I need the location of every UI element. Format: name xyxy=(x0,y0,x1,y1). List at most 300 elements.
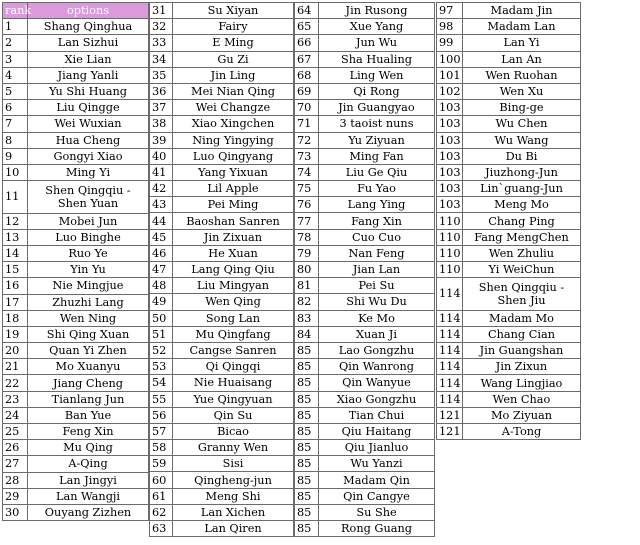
table-row xyxy=(295,504,435,520)
table-row xyxy=(3,504,149,520)
table-row xyxy=(295,245,435,261)
rank-cell: 71 xyxy=(295,116,319,132)
option-name-cell: Sisi xyxy=(173,456,294,472)
rank-cell: 57 xyxy=(150,423,173,439)
rank-cell: 30 xyxy=(3,504,28,520)
table-row xyxy=(437,181,581,197)
table-row xyxy=(150,213,294,229)
table-row xyxy=(3,326,149,342)
rank-cell: 37 xyxy=(150,100,173,116)
table-row xyxy=(295,310,435,326)
rank-cell: 81 xyxy=(295,278,319,294)
option-name-cell: Fu Yao xyxy=(319,181,435,197)
ranking-table-body xyxy=(437,3,581,440)
option-name-cell: Lan Sizhui xyxy=(28,35,149,51)
option-name-cell: Lan Wangji xyxy=(28,488,149,504)
table-row xyxy=(437,197,581,213)
option-name-cell: Jin Guangshan xyxy=(463,343,581,359)
option-name-cell: Nie Huaisang xyxy=(173,375,294,391)
rank-cell: 33 xyxy=(150,35,173,51)
table-row xyxy=(437,83,581,99)
option-name-cell: Madam Mo xyxy=(463,310,581,326)
rank-cell: 55 xyxy=(150,391,173,407)
option-name-cell: Wu Yanzi xyxy=(319,456,435,472)
rank-cell: 72 xyxy=(295,132,319,148)
option-name-cell: Xiao Xingchen xyxy=(173,116,294,132)
option-name-cell: Nie Mingjue xyxy=(28,278,149,294)
option-name-cell: Shen Qingqiu - Shen Jiu xyxy=(463,278,581,311)
option-name-cell: Jiuzhong-Jun xyxy=(463,164,581,180)
table-row xyxy=(295,132,435,148)
rank-cell: 10 xyxy=(3,164,28,180)
table-row xyxy=(437,67,581,83)
rank-cell: 58 xyxy=(150,440,173,456)
rank-cell: 11 xyxy=(3,181,28,214)
option-name-cell: Qin Su xyxy=(173,407,294,423)
rank-cell: 85 xyxy=(295,488,319,504)
table-row xyxy=(437,3,581,19)
table-row xyxy=(437,213,581,229)
table-row xyxy=(3,35,149,51)
table-row xyxy=(437,164,581,180)
table-row xyxy=(150,229,294,245)
option-name-cell: Jin Rusong xyxy=(319,3,435,19)
option-name-cell: Mu Qing xyxy=(28,440,149,456)
table-row xyxy=(295,278,435,294)
table-row xyxy=(150,132,294,148)
table-row xyxy=(295,342,435,358)
rank-cell: 103 xyxy=(437,132,463,148)
table-row xyxy=(150,100,294,116)
table-row xyxy=(295,472,435,488)
table-row xyxy=(437,116,581,132)
option-name-cell: Liu Qingge xyxy=(28,100,149,116)
option-name-cell: Chang Cian xyxy=(463,326,581,342)
table-row xyxy=(3,148,149,164)
option-name-cell: Yue Qingyuan xyxy=(173,391,294,407)
rank-cell: 110 xyxy=(437,245,463,261)
rank-cell: 18 xyxy=(3,310,28,326)
option-name-cell: Yi WeiChun xyxy=(463,262,581,278)
table-row xyxy=(3,67,149,83)
option-name-cell: Wei Wuxian xyxy=(28,116,149,132)
rank-cell: 114 xyxy=(437,375,463,391)
option-name-cell: Feng Xin xyxy=(28,424,149,440)
table-row xyxy=(295,116,435,132)
option-name-cell: Sha Hualing xyxy=(319,51,435,67)
rank-cell: 23 xyxy=(3,391,28,407)
rank-cell: 43 xyxy=(150,197,173,213)
rank-cell: 27 xyxy=(3,456,28,472)
rank-cell: 56 xyxy=(150,407,173,423)
table-row xyxy=(295,164,435,180)
rank-cell: 52 xyxy=(150,342,173,358)
rank-cell: 67 xyxy=(295,51,319,67)
rank-cell: 80 xyxy=(295,262,319,278)
rank-cell: 38 xyxy=(150,116,173,132)
rank-cell: 85 xyxy=(295,504,319,520)
rank-cell: 24 xyxy=(3,407,28,423)
rank-cell: 31 xyxy=(150,3,173,19)
option-name-cell: Wen Ning xyxy=(28,310,149,326)
option-name-cell: Liu Ge Qiu xyxy=(319,164,435,180)
option-name-cell: Wen Ruohan xyxy=(463,67,581,83)
table-row xyxy=(3,278,149,294)
table-row xyxy=(150,440,294,456)
option-name-cell: Yu Ziyuan xyxy=(319,132,435,148)
option-name-cell: Madam Jin xyxy=(463,3,581,19)
option-name-cell: Xie Lian xyxy=(28,51,149,67)
table-row xyxy=(295,262,435,278)
rank-cell: 82 xyxy=(295,294,319,310)
rank-cell: 39 xyxy=(150,132,173,148)
option-name-cell: Ke Mo xyxy=(319,310,435,326)
option-name-cell: Qin Wanyue xyxy=(319,375,435,391)
rank-cell: 34 xyxy=(150,51,173,67)
option-name-cell: Lang Ying xyxy=(319,197,435,213)
option-name-cell: Xuan Ji xyxy=(319,326,435,342)
rank-cell: 85 xyxy=(295,456,319,472)
option-name-cell: 3 taoist nuns xyxy=(319,116,435,132)
rank-cell: 54 xyxy=(150,375,173,391)
option-name-cell: Mobei Jun xyxy=(28,213,149,229)
rank-cell: 78 xyxy=(295,229,319,245)
table-row xyxy=(3,440,149,456)
option-name-cell: Zhuzhi Lang xyxy=(28,294,149,310)
rank-cell: 51 xyxy=(150,326,173,342)
rank-cell: 6 xyxy=(3,100,28,116)
rank-cell: 35 xyxy=(150,67,173,83)
table-row xyxy=(437,19,581,35)
option-name-cell: Jin Ling xyxy=(173,67,294,83)
option-name-cell: Wei Changze xyxy=(173,100,294,116)
rank-cell: 14 xyxy=(3,245,28,261)
table-row xyxy=(295,19,435,35)
option-name-cell: Wen Qing xyxy=(173,294,294,310)
table-row xyxy=(295,407,435,423)
table-row xyxy=(3,391,149,407)
table-row xyxy=(3,229,149,245)
option-name-cell: Qiu Haitang xyxy=(319,423,435,439)
table-row xyxy=(150,51,294,67)
rank-cell: 25 xyxy=(3,424,28,440)
rank-cell: 114 xyxy=(437,326,463,342)
table-row xyxy=(3,83,149,99)
option-name-cell: Ban Yue xyxy=(28,407,149,423)
table-row xyxy=(3,359,149,375)
table-row xyxy=(295,294,435,310)
rank-cell: 59 xyxy=(150,456,173,472)
table-row xyxy=(295,213,435,229)
option-name-cell: Gu Zi xyxy=(173,51,294,67)
rank-cell: 9 xyxy=(3,148,28,164)
rank-cell: 103 xyxy=(437,197,463,213)
option-name-cell: Jin Guangyao xyxy=(319,100,435,116)
option-name-cell: Fang MengChen xyxy=(463,229,581,245)
option-name-cell: Wang Lingjiao xyxy=(463,375,581,391)
table-row xyxy=(437,310,581,326)
option-name-cell: He Xuan xyxy=(173,245,294,261)
rank-cell: 85 xyxy=(295,375,319,391)
option-name-cell: Cangse Sanren xyxy=(173,342,294,358)
rank-cell: 8 xyxy=(3,132,28,148)
option-name-cell: Wen Zhuliu xyxy=(463,245,581,261)
option-name-cell: Nan Feng xyxy=(319,245,435,261)
rank-cell: 103 xyxy=(437,148,463,164)
rank-cell: 114 xyxy=(437,343,463,359)
rank-cell: 85 xyxy=(295,359,319,375)
header-options: options xyxy=(28,3,149,19)
table-row xyxy=(295,51,435,67)
table-row xyxy=(150,407,294,423)
option-name-cell: Xue Yang xyxy=(319,19,435,35)
rank-cell: 50 xyxy=(150,310,173,326)
rank-cell: 79 xyxy=(295,245,319,261)
rank-cell: 101 xyxy=(437,67,463,83)
rank-cell: 114 xyxy=(437,391,463,407)
option-name-cell: Luo Binghe xyxy=(28,229,149,245)
option-name-cell: Jiang Yanli xyxy=(28,67,149,83)
rank-cell: 73 xyxy=(295,148,319,164)
table-row xyxy=(295,375,435,391)
table-row xyxy=(437,262,581,278)
rank-cell: 69 xyxy=(295,83,319,99)
table-row xyxy=(437,359,581,375)
rank-cell: 121 xyxy=(437,407,463,423)
rank-cell: 53 xyxy=(150,359,173,375)
ranking-table-3 xyxy=(294,2,435,537)
rank-cell: 15 xyxy=(3,262,28,278)
table-row xyxy=(295,359,435,375)
option-name-cell: Mei Nian Qing xyxy=(173,83,294,99)
rank-cell: 103 xyxy=(437,100,463,116)
rank-cell: 42 xyxy=(150,181,173,197)
option-name-cell: Mo Xuanyu xyxy=(28,359,149,375)
ranking-table-4 xyxy=(436,2,581,440)
table-row xyxy=(437,407,581,423)
option-name-cell: Lin`guang-Jun xyxy=(463,181,581,197)
table-row xyxy=(437,51,581,67)
option-name-cell: Mu Qingfang xyxy=(173,326,294,342)
table-row xyxy=(3,245,149,261)
rank-cell: 85 xyxy=(295,472,319,488)
rank-cell: 49 xyxy=(150,294,173,310)
option-name-cell: Wu Chen xyxy=(463,116,581,132)
table-row xyxy=(150,456,294,472)
table-row xyxy=(3,132,149,148)
rank-cell: 103 xyxy=(437,116,463,132)
option-name-cell: Su She xyxy=(319,504,435,520)
rank-cell: 3 xyxy=(3,51,28,67)
table-row xyxy=(437,343,581,359)
option-name-cell: Lil Apple xyxy=(173,181,294,197)
table-row xyxy=(150,504,294,520)
rank-cell: 13 xyxy=(3,229,28,245)
table-row xyxy=(3,294,149,310)
table-row xyxy=(3,407,149,423)
option-name-cell: Lan Yi xyxy=(463,35,581,51)
ranking-table-body xyxy=(3,3,149,521)
rank-cell: 121 xyxy=(437,424,463,440)
option-name-cell: Quan Yi Zhen xyxy=(28,343,149,359)
option-name-cell: Hua Cheng xyxy=(28,132,149,148)
option-name-cell: Bing-ge xyxy=(463,100,581,116)
option-name-cell: Lan Jingyi xyxy=(28,472,149,488)
rank-cell: 1 xyxy=(3,19,28,35)
rank-cell: 100 xyxy=(437,51,463,67)
rank-cell: 48 xyxy=(150,278,173,294)
table-row xyxy=(150,262,294,278)
table-row xyxy=(437,375,581,391)
rank-cell: 110 xyxy=(437,229,463,245)
rank-cell: 102 xyxy=(437,83,463,99)
rank-cell: 22 xyxy=(3,375,28,391)
table-row xyxy=(295,423,435,439)
option-name-cell: Lang Qing Qiu xyxy=(173,262,294,278)
rank-cell: 85 xyxy=(295,407,319,423)
rank-cell: 16 xyxy=(3,278,28,294)
table-row xyxy=(150,342,294,358)
option-name-cell: Baoshan Sanren xyxy=(173,213,294,229)
table-row xyxy=(437,424,581,440)
rank-cell: 4 xyxy=(3,67,28,83)
table-row xyxy=(295,35,435,51)
table-row xyxy=(295,440,435,456)
table-row xyxy=(437,132,581,148)
table-row xyxy=(150,164,294,180)
table-row xyxy=(150,83,294,99)
header-rank: rank xyxy=(3,3,28,19)
rank-cell: 114 xyxy=(437,310,463,326)
option-name-cell: Madam Lan xyxy=(463,19,581,35)
option-name-cell: Gongyi Xiao xyxy=(28,148,149,164)
option-name-cell: Ruo Ye xyxy=(28,245,149,261)
option-name-cell: Qiu Jianluo xyxy=(319,440,435,456)
table-row xyxy=(295,181,435,197)
table-row xyxy=(295,100,435,116)
option-name-cell: Du Bi xyxy=(463,148,581,164)
rank-cell: 40 xyxy=(150,148,173,164)
option-name-cell: A-Tong xyxy=(463,424,581,440)
option-name-cell: Pei Ming xyxy=(173,197,294,213)
table-row xyxy=(295,229,435,245)
rank-cell: 64 xyxy=(295,3,319,19)
table-row xyxy=(3,472,149,488)
rank-cell: 47 xyxy=(150,262,173,278)
rank-cell: 41 xyxy=(150,164,173,180)
option-name-cell: Luo Qingyang xyxy=(173,148,294,164)
table-row xyxy=(150,294,294,310)
table-row xyxy=(295,67,435,83)
option-name-cell: Pei Su xyxy=(319,278,435,294)
table-row xyxy=(437,391,581,407)
rank-cell: 5 xyxy=(3,83,28,99)
rank-cell: 70 xyxy=(295,100,319,116)
rank-cell: 60 xyxy=(150,472,173,488)
table-row xyxy=(437,245,581,261)
rank-cell: 110 xyxy=(437,262,463,278)
table-row xyxy=(150,181,294,197)
option-name-cell: Qi Rong xyxy=(319,83,435,99)
table-row xyxy=(3,116,149,132)
rank-cell: 83 xyxy=(295,310,319,326)
table-row xyxy=(150,391,294,407)
rank-cell: 26 xyxy=(3,440,28,456)
option-name-cell: Song Lan xyxy=(173,310,294,326)
table-row xyxy=(150,359,294,375)
option-name-cell: Shi Wu Du xyxy=(319,294,435,310)
option-name-cell: Yin Yu xyxy=(28,262,149,278)
rank-cell: 2 xyxy=(3,35,28,51)
rank-cell: 29 xyxy=(3,488,28,504)
option-name-cell: Ouyang Zizhen xyxy=(28,504,149,520)
table-row xyxy=(295,326,435,342)
option-name-cell: Qi Qingqi xyxy=(173,359,294,375)
option-name-cell: Jian Lan xyxy=(319,262,435,278)
table-row xyxy=(3,51,149,67)
option-name-cell: Lao Gongzhu xyxy=(319,342,435,358)
option-name-cell: Su Xiyan xyxy=(173,3,294,19)
table-row xyxy=(3,424,149,440)
table-row xyxy=(3,100,149,116)
rank-cell: 85 xyxy=(295,423,319,439)
table-row xyxy=(150,375,294,391)
table-row xyxy=(150,245,294,261)
option-name-cell: Ming Yi xyxy=(28,164,149,180)
option-name-cell: Wu Wang xyxy=(463,132,581,148)
rank-cell: 76 xyxy=(295,197,319,213)
option-name-cell: Shang Qinghua xyxy=(28,19,149,35)
rank-cell: 98 xyxy=(437,19,463,35)
table-row xyxy=(295,391,435,407)
header-row xyxy=(3,3,149,19)
option-name-cell: Fairy xyxy=(173,19,294,35)
table-row xyxy=(437,326,581,342)
rank-cell: 32 xyxy=(150,19,173,35)
ranking-table-body xyxy=(295,3,435,537)
option-name-cell: Qin Cangye xyxy=(319,488,435,504)
rank-cell: 17 xyxy=(3,294,28,310)
option-name-cell: Jin Zixuan xyxy=(173,229,294,245)
option-name-cell: Meng Shi xyxy=(173,488,294,504)
option-name-cell: Shen Qingqiu - Shen Yuan xyxy=(28,181,149,214)
option-name-cell: Shi Qing Xuan xyxy=(28,326,149,342)
ranking-table-1 xyxy=(2,2,149,521)
rank-cell: 20 xyxy=(3,343,28,359)
table-row xyxy=(3,310,149,326)
option-name-cell: E Ming xyxy=(173,35,294,51)
option-name-cell: Madam Qin xyxy=(319,472,435,488)
table-row xyxy=(150,35,294,51)
option-name-cell: Jun Wu xyxy=(319,35,435,51)
table-row xyxy=(150,116,294,132)
table-row xyxy=(3,181,149,214)
ranking-table-2 xyxy=(149,2,294,537)
table-row xyxy=(3,375,149,391)
rank-cell: 103 xyxy=(437,164,463,180)
option-name-cell: Lan An xyxy=(463,51,581,67)
option-name-cell: Chang Ping xyxy=(463,213,581,229)
option-name-cell: Meng Mo xyxy=(463,197,581,213)
ranking-table-body xyxy=(150,3,294,537)
table-row xyxy=(150,488,294,504)
option-name-cell: Yu Shi Huang xyxy=(28,83,149,99)
table-row xyxy=(3,456,149,472)
rank-cell: 45 xyxy=(150,229,173,245)
table-row xyxy=(150,310,294,326)
option-name-cell: Qin Wanrong xyxy=(319,359,435,375)
table-row xyxy=(295,197,435,213)
